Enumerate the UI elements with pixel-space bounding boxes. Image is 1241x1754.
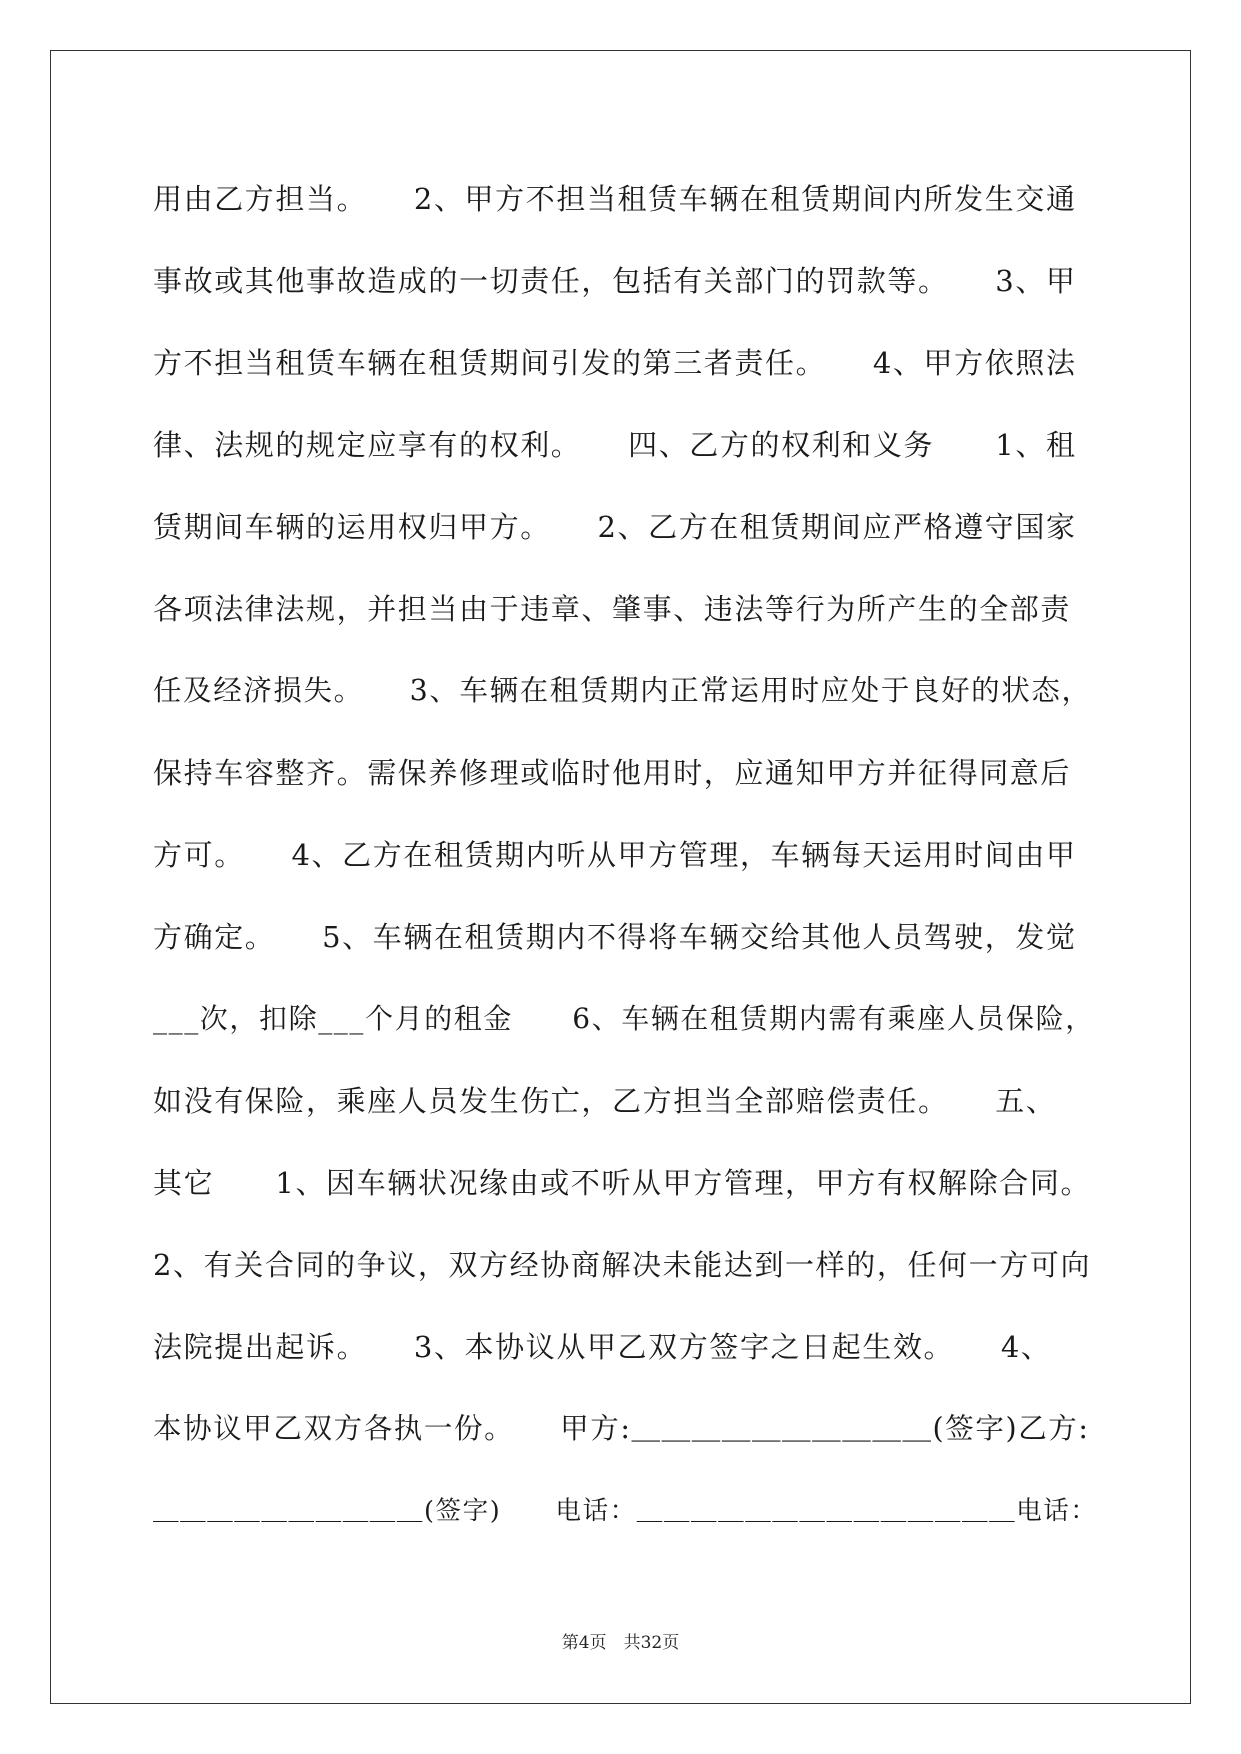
text-line: 赁期间车辆的运用权归甲方。 2、乙方在租赁期间应严格遵守国家 (153, 510, 1077, 544)
text-line: 方可。 4、乙方在租赁期内听从甲方管理，车辆每天运用时间由甲 (153, 838, 1077, 872)
text-line: ___次，扣除___个月的租金 6、车辆在租赁期内需有乘座人员保险， (153, 1002, 1095, 1035)
contract-body (153, 158, 1098, 1552)
text-line: 法院提出起诉。 3、本协议从甲乙双方签字之日起生效。 4、 (153, 1330, 1052, 1364)
text-line: 方不担当租赁车辆在租赁期间引发的第三者责任。 4、甲方依照法 (153, 346, 1077, 380)
text-line: 律、法规的规定应享有的权利。 四、乙方的权利和义务 1、租 (153, 428, 1077, 462)
text-line: 方确定。 5、车辆在租赁期内不得将车辆交给其他人员驾驶，发觉 (153, 920, 1077, 954)
text-line: 如没有保险，乘座人员发生伤亡，乙方担当全部赔偿责任。 五、 (153, 1084, 1057, 1118)
text-line: 各项法律法规，并担当由于违章、肇事、违法等行为所产生的全部责 (153, 592, 1072, 626)
text-line: 保持车容整齐。需保养修理或临时他用时，应通知甲方并征得同意后 (153, 756, 1072, 790)
page-number: 第4页 共32页 (561, 1633, 680, 1653)
text-line: 事故或其他事故造成的一切责任，包括有关部门的罚款等。 3、甲 (153, 264, 1077, 298)
text-line: 任及经济损失。 3、车辆在租赁期内正常运用时应处于良好的状态， (153, 674, 1092, 707)
text-line: 其它 1、因车辆状况缘由或不听从甲方管理，甲方有权解除合同。 (153, 1166, 1092, 1200)
signature-line: 本协议甲乙双方各执一份。 甲方:＿＿＿＿＿＿＿＿＿＿(签字)乙方: (153, 1412, 1090, 1445)
text-line: 用由乙方担当。 2、甲方不担当租赁车辆在租赁期间内所发生交通 (153, 182, 1077, 216)
signature-line: ＿＿＿＿＿＿＿＿＿＿(签字) 电话：＿＿＿＿＿＿＿＿＿＿＿＿＿＿电话： (153, 1496, 1098, 1526)
text-line: 2、有关合同的争议，双方经协商解决未能达到一样的，任何一方可向 (153, 1248, 1092, 1282)
